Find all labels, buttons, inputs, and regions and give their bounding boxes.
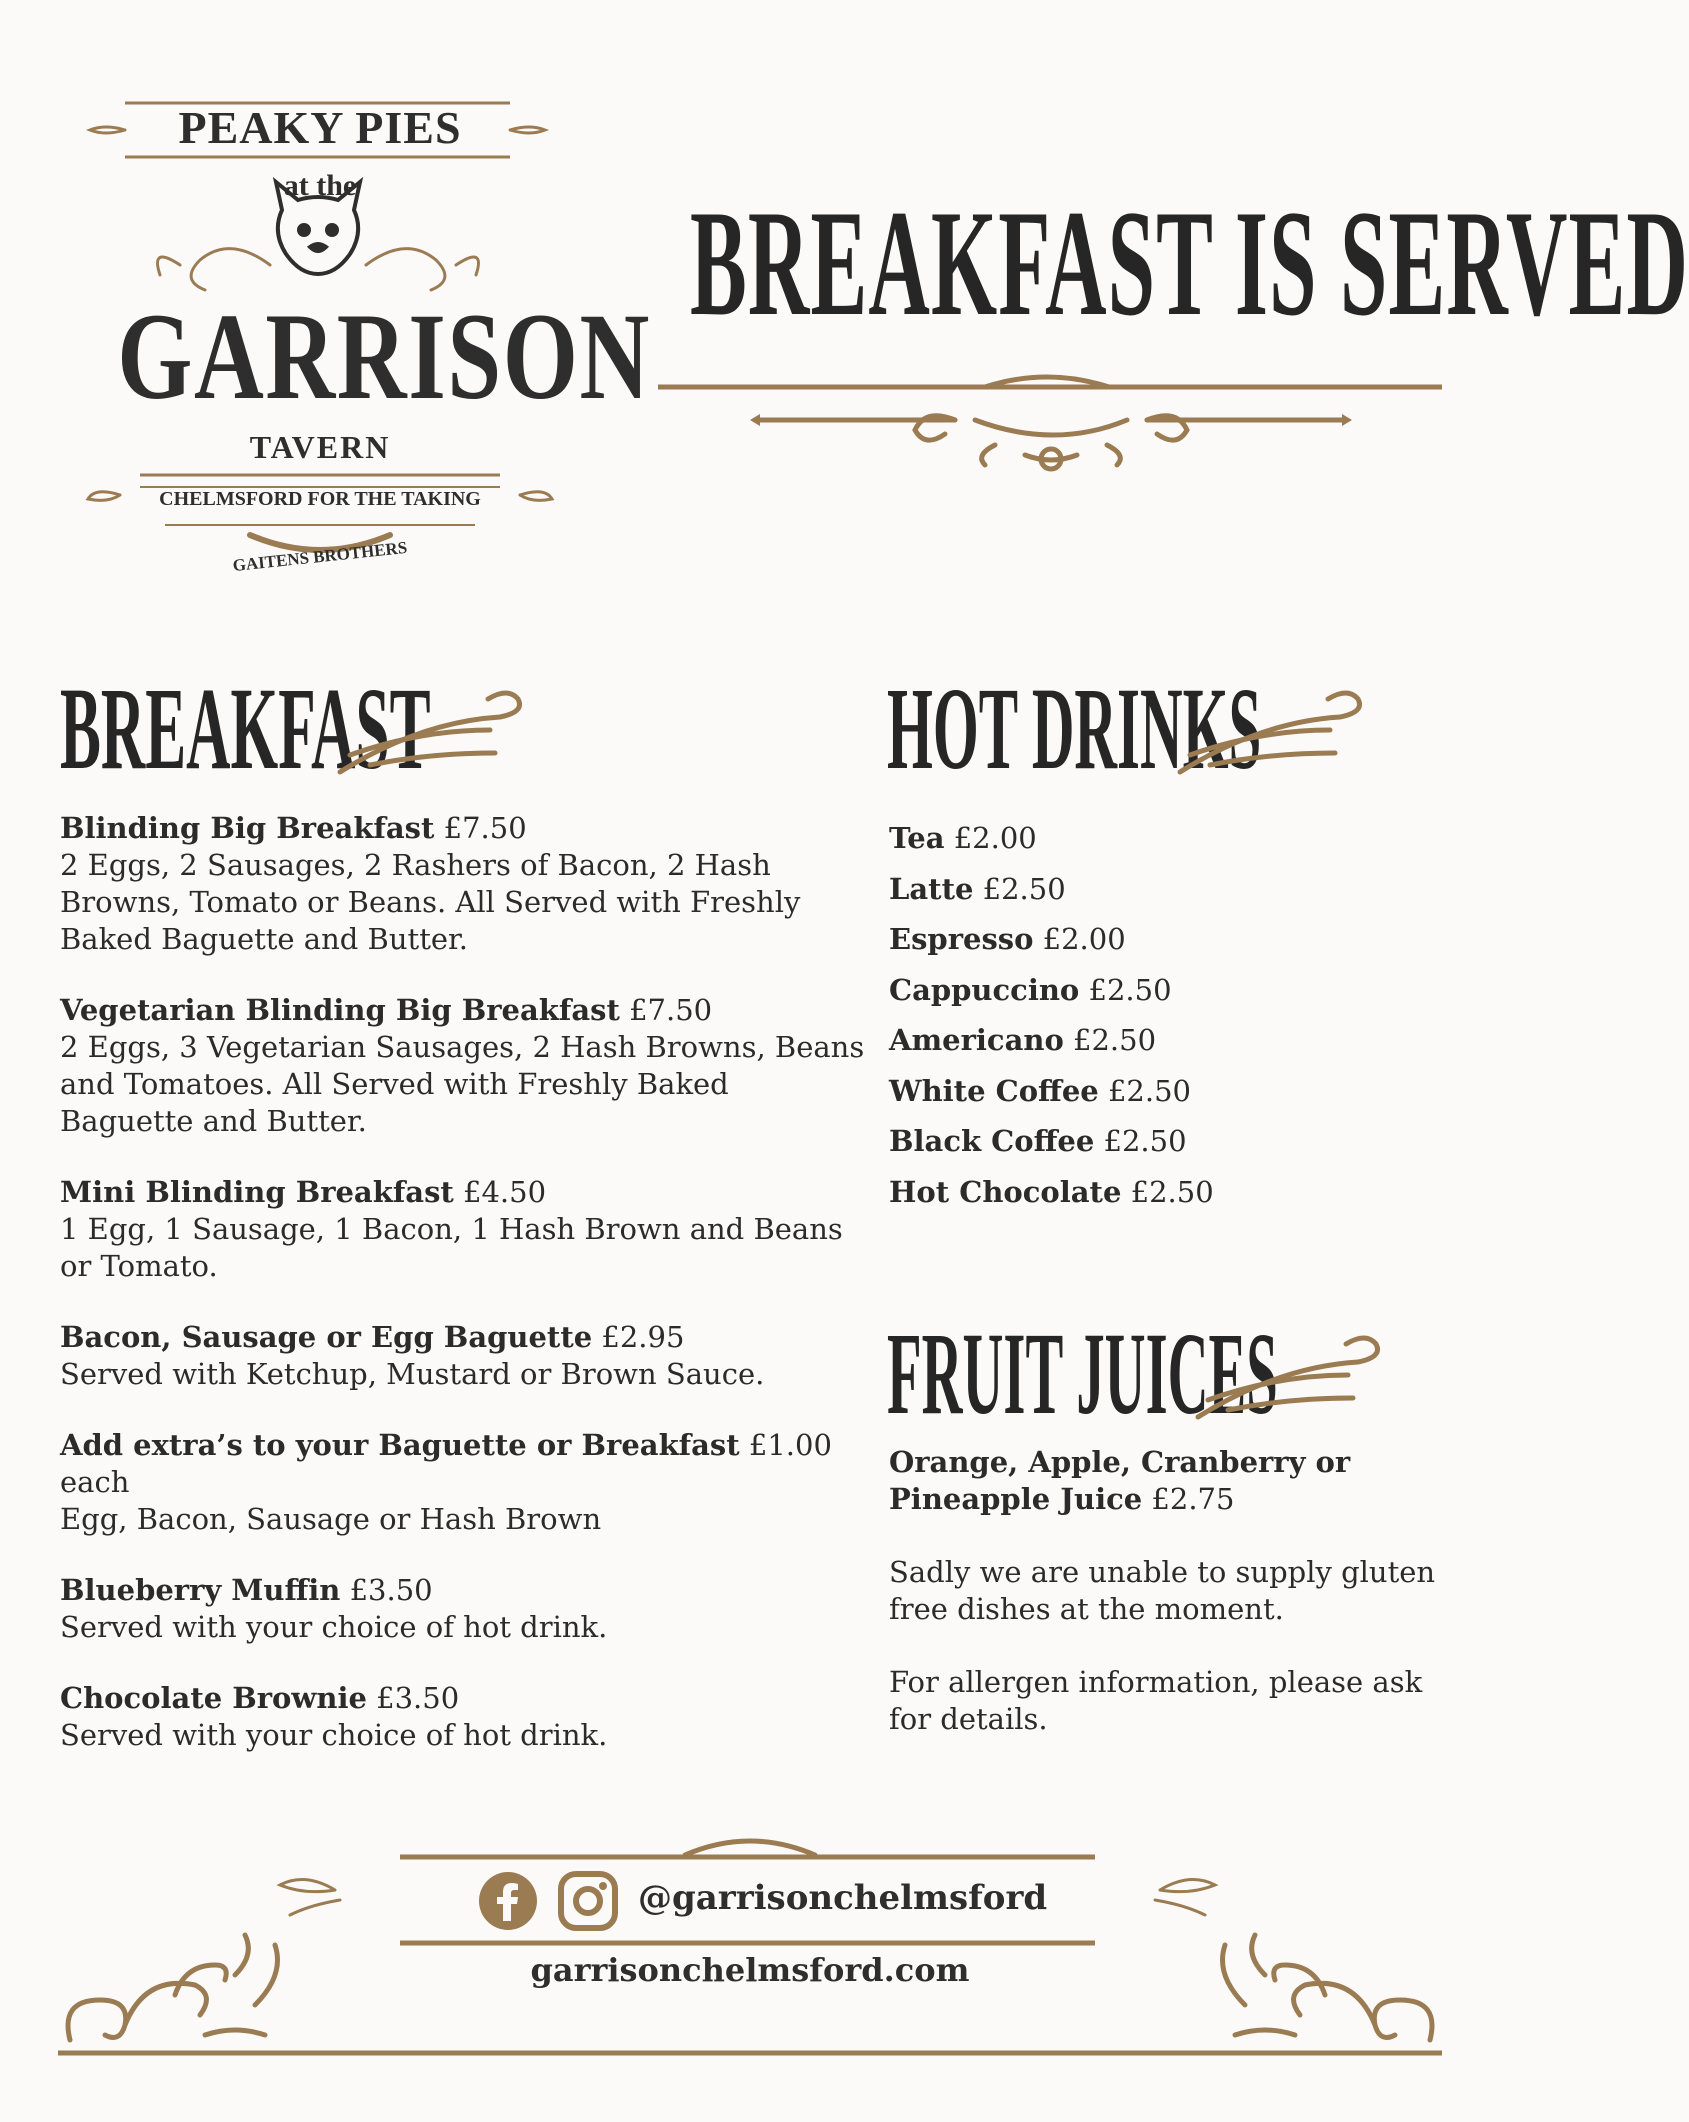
gluten-note: Sadly we are unable to supply gluten free dishes at the moment. [889,1555,1436,1626]
logo-garrison: GARRISON [117,288,651,425]
item-price: £2.75 [1142,1482,1235,1516]
item-description: Served with Ketchup, Mustard or Brown Sauce. [60,1357,765,1391]
fruit-juices-swash [1188,1335,1388,1425]
item-name: Cappuccino [889,972,1080,1007]
list-item [60,992,865,1140]
item-price: £7.50 [434,811,527,845]
item-price: £7.50 [619,993,713,1027]
website-link[interactable]: garrisonchelmsford.com [530,1951,970,1989]
list-item [60,1319,865,1393]
logo-tavern: TAVERN [249,429,391,465]
list-item [889,972,1449,1009]
list-item [889,820,1449,857]
item-name: Orange, Apple, Cranberry or Pineapple Juice [889,1445,1351,1516]
item-description: Served with your choice of hot drink. [60,1718,608,1752]
logo-tagline: CHELMSFORD FOR THE TAKING [159,488,481,510]
breakfast-list [60,810,865,1788]
item-description: 2 Eggs, 3 Vegetarian Sausages, 2 Hash Browns, Beans and Tomatoes. All Served with Freshly Baked Baguette and Butter. [60,1030,865,1138]
item-name: Latte [889,871,974,906]
list-item [60,1427,865,1538]
item-name: Vegetarian Blinding Big Breakfast [60,993,620,1027]
item-description: 1 Egg, 1 Sausage, 1 Bacon, 1 Hash Brown and Beans or Tomato. [60,1212,843,1283]
item-name: White Coffee [889,1073,1099,1108]
fruit-juices-heading: FRUIT JUICES [887,1308,1278,1439]
logo-at-the: at the [283,169,357,202]
item-price: £2.50 [1094,1124,1187,1158]
item-price: £4.50 [453,1175,547,1209]
social-handle[interactable]: @garrisonchelmsford [638,1878,1048,1918]
item-name: Espresso [889,922,1034,956]
list-item [60,1680,865,1754]
item-name: Blinding Big Breakfast [60,811,435,845]
allergen-note: For allergen information, please ask for details. [889,1665,1423,1736]
list-item [889,1073,1449,1110]
item-name: Bacon, Sausage or Egg Baguette [60,1320,593,1354]
breakfast-swash [330,690,530,780]
list-item [60,1174,865,1285]
item-description: Served with your choice of hot drink. [60,1610,608,1644]
item-name: Hot Chocolate [889,1174,1122,1209]
list-item [889,1022,1449,1059]
list-item [889,1123,1449,1160]
headline-divider [655,375,1445,485]
list-item [889,1444,1449,1518]
item-name: Chocolate Brownie [60,1681,367,1715]
item-price: £2.95 [592,1320,685,1354]
fruit-juices-list [889,1444,1449,1774]
item-price: £1.00 each [60,1428,832,1499]
item-price: £2.50 [1121,1174,1214,1209]
breakfast-heading: BREAKFAST [60,663,431,794]
item-name: Americano [889,1023,1064,1057]
item-name: Add extra’s to your Baguette or Breakfast [60,1428,740,1462]
item-price: £3.50 [340,1573,433,1607]
logo [60,95,651,605]
item-description: 2 Eggs, 2 Sausages, 2 Rashers of Bacon, 2 Hash Browns, Tomato or Beans. All Served with Freshly Baked Baguette and Butter. [60,848,801,956]
item-price: £2.50 [973,871,1066,906]
hot-drinks-list [889,820,1449,1224]
hot-drinks-swash [1170,690,1370,780]
list-item [889,1174,1449,1211]
logo-peaky-pies: PEAKY PIES [178,102,462,153]
item-name: Tea [889,821,945,855]
instagram-icon[interactable] [558,1871,618,1931]
list-item [889,921,1449,958]
item-name: Blueberry Muffin [60,1573,341,1607]
item-price: £2.50 [1063,1023,1157,1057]
item-price: £3.50 [366,1681,460,1715]
item-name: Mini Blinding Breakfast [60,1175,454,1209]
footer-ornament [55,1825,1445,2065]
item-description: Egg, Bacon, Sausage or Hash Brown [60,1502,602,1536]
item-price: £2.50 [1079,972,1172,1007]
page-title: BREAKFAST IS SERVED [690,179,1689,347]
item-price: £2.00 [944,821,1037,855]
list-item [60,1572,865,1646]
facebook-icon[interactable] [478,1871,538,1931]
item-price: £2.50 [1098,1073,1191,1108]
item-name: Black Coffee [889,1124,1095,1158]
hot-drinks-heading: HOT DRINKS [887,663,1262,794]
item-price: £2.00 [1033,922,1126,956]
logo-brothers: GAITENS BROTHERS [231,537,409,576]
list-item [60,810,865,958]
list-item [889,871,1449,908]
